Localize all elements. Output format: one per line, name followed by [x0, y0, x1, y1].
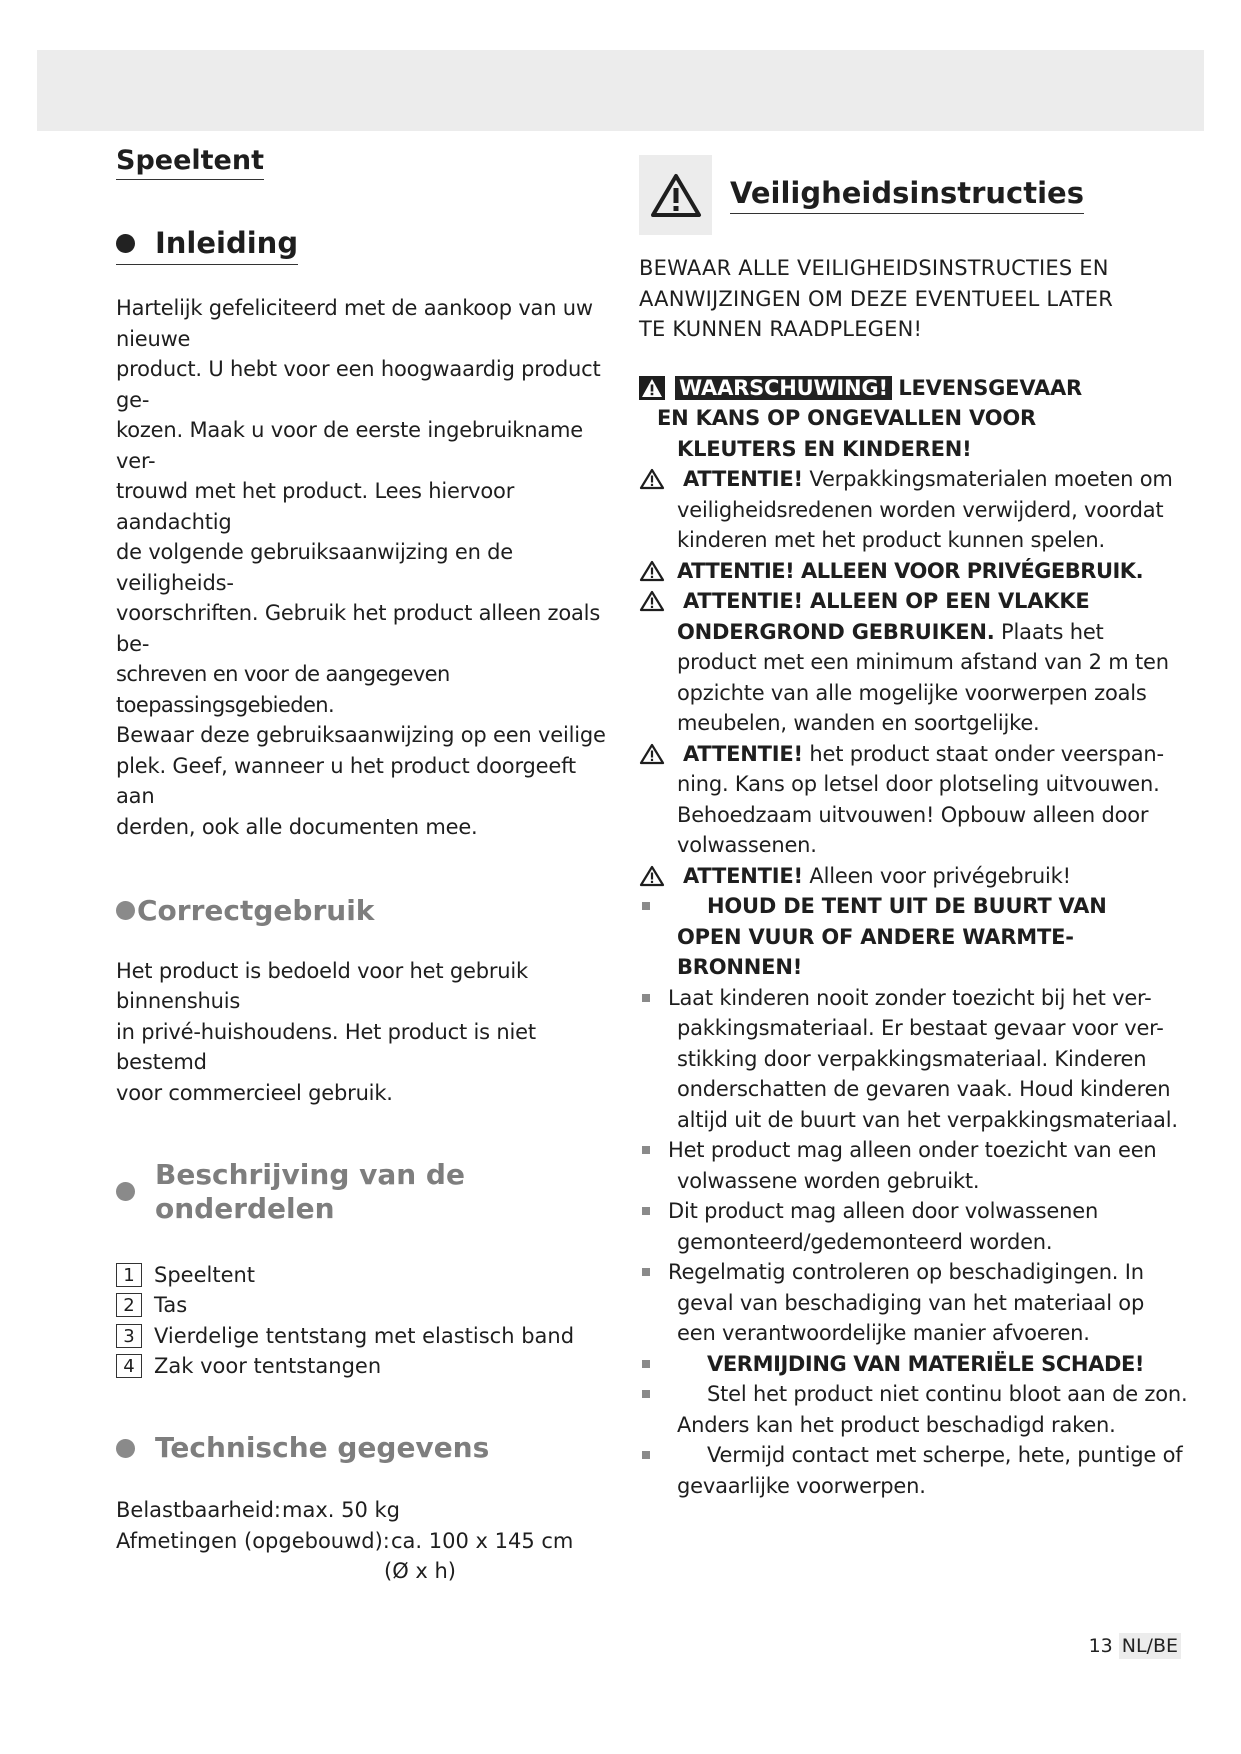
warning-label: WAARSCHUWING! [675, 376, 892, 400]
left-column [116, 145, 616, 1587]
attention-line [639, 830, 1159, 861]
part-number: 2 [116, 1293, 142, 1317]
bullet-text: OPEN VUUR OF ANDERE WARMTE- [677, 924, 1074, 949]
warning-triangle-icon [639, 861, 665, 892]
parts-title-text: Beschrijving van de onderdelen [155, 1158, 465, 1225]
intro-title-text: Inleiding [155, 226, 299, 261]
bullet-text: stikking door verpakkingsmateriaal. Kinderen [677, 1046, 1147, 1071]
warning-triangle-icon [639, 155, 712, 235]
bullet-text: onderschatten de gevaren vaak. Houd kinderen [677, 1077, 1171, 1101]
part-number: 1 [116, 1263, 142, 1287]
correct-use-line: in privé-huishoudens. Het product is niet bestemd [116, 1019, 536, 1075]
bullet-line [639, 1227, 1159, 1258]
section-title-correct-use [116, 894, 616, 928]
bullet-text: geval van beschadiging van het materiaal op [677, 1290, 1145, 1315]
bullet-text: Vermijd contact met scherpe, hete, puntige of [707, 1443, 1183, 1467]
bullet-text: Het product mag alleen onder toezicht van een [668, 1138, 1157, 1162]
intro-line: derden, ook alle documenten mee. [116, 814, 478, 839]
warning-triangle-icon [639, 586, 665, 617]
square-bullet-icon [642, 902, 650, 910]
part-label: Speeltent [154, 1262, 256, 1287]
part-label: Zak voor tentstangen [154, 1354, 382, 1379]
correct-use-title-text: Correctgebruik [137, 894, 375, 928]
bullet-text: een verantwoordelijke manier afvoeren. [677, 1321, 1090, 1345]
section-dot-icon [116, 234, 135, 253]
bullet-text: BRONNEN! [677, 955, 803, 979]
attention-text: Alleen voor privégebruik! [809, 863, 1071, 888]
spec-row-dimensions [116, 1526, 616, 1557]
attention-line [639, 647, 1169, 678]
attention-text: ning. Kans op letsel door plotseling uitvouwen. [677, 772, 1160, 796]
attention-line [639, 495, 1164, 526]
spec-unit: (Ø x h) [384, 1559, 457, 1584]
keep-line: BEWAAR ALLE VEILIGHEIDSINSTRUCTIES EN [639, 256, 1109, 280]
bullet-text: VERMIJDING VAN MATERIËLE SCHADE! [707, 1351, 1145, 1376]
bullet-text: pakkingsmateriaal. Er bestaat gevaar voor ver- [677, 1016, 1164, 1040]
bullet-text: Laat kinderen nooit zonder toezicht bij het ver- [668, 985, 1152, 1010]
bullet-line [639, 1196, 1159, 1227]
list-item [116, 1351, 616, 1382]
intro-line: plek. Geef, wanneer u het product doorgeeft aan [116, 753, 576, 809]
attention-text: het product staat onder veerspan- [809, 741, 1164, 766]
attention-line [639, 800, 1159, 831]
intro-line: de volgende gebruiksaanwijzing en de veiligheids- [116, 540, 513, 595]
bullet-text: volwassene worden gebruikt. [677, 1168, 980, 1193]
square-bullet-icon [642, 1451, 650, 1459]
section-title-intro [116, 226, 298, 265]
attention-label: ATTENTIE! ALLEEN OP EEN VLAKKE [683, 589, 1090, 613]
attention-text: Plaats het [1001, 619, 1104, 644]
bullet-line [639, 1440, 1183, 1471]
safety-title: Veiligheidsinstructies [730, 176, 1084, 215]
bullet-text: Anders kan het product beschadigd raken. [677, 1412, 1116, 1437]
section-dot-icon [116, 901, 135, 920]
bullet-line [639, 1135, 1159, 1166]
part-label: Tas [154, 1293, 188, 1318]
attention-text: product met een minimum afstand van 2 m ten [677, 650, 1169, 674]
warning-filled-icon [639, 373, 665, 404]
attention-line [639, 617, 1159, 648]
tech-specs [116, 1495, 616, 1587]
bullet-line [639, 1074, 1171, 1105]
intro-paragraph [116, 293, 616, 842]
bullet-text: gemonteerd/gedemonteerd worden. [677, 1229, 1053, 1254]
right-column [639, 155, 1188, 1501]
square-bullet-icon [642, 994, 650, 1002]
warning-line [639, 434, 1159, 465]
page-footer [1089, 1633, 1181, 1659]
bullet-line [639, 1410, 1159, 1441]
attention-line [639, 678, 1159, 709]
safety-header [639, 155, 1159, 235]
warning-triangle-icon [639, 464, 665, 495]
bullet-line [639, 983, 1159, 1014]
bullet-line [639, 922, 1159, 953]
warning-line [639, 403, 1159, 434]
parts-list [116, 1259, 616, 1381]
attention-text: kinderen met het product kunnen spelen. [677, 528, 1105, 552]
bullet-text: Dit product mag alleen door volwassenen [668, 1199, 1099, 1223]
part-number: 4 [116, 1354, 142, 1378]
intro-line: product. U hebt voor een hoogwaardig product ge- [116, 357, 601, 412]
attention-line [639, 464, 1173, 495]
intro-line: voorschriften. Gebruik het product alleen zoals be- [116, 601, 601, 656]
attention-text: meubelen, wanden en soortgelijke. [677, 711, 1040, 735]
spec-label: Belastbaarheid: [116, 1498, 282, 1523]
section-title-tech [116, 1431, 616, 1465]
attention-label: ATTENTIE! [683, 467, 803, 491]
language-code: NL/BE [1119, 1633, 1181, 1659]
bullet-text: Stel het product niet continu bloot aan de zon. [707, 1382, 1188, 1406]
intro-line: Bewaar deze gebruiksaanwijzing op een veilige [116, 723, 606, 748]
bullet-line [639, 1379, 1188, 1410]
correct-use-paragraph [116, 956, 616, 1109]
list-item [116, 1259, 616, 1290]
part-number: 3 [116, 1324, 142, 1348]
attention-label: ATTENTIE! ALLEEN VOOR PRIVÉGEBRUIK. [677, 558, 1144, 583]
bullet-line [639, 1105, 1178, 1136]
bullet-line [639, 952, 1159, 983]
bullet-line [639, 1288, 1159, 1319]
square-bullet-icon [642, 1390, 650, 1398]
bullet-line [639, 1318, 1159, 1349]
attention-label: ATTENTIE! [683, 741, 803, 766]
warning-triangle-icon [639, 556, 665, 587]
page-number: 13 [1088, 1635, 1113, 1657]
attention-label: ONDERGROND GEBRUIKEN. [677, 619, 995, 644]
header-band [37, 50, 1204, 131]
document-title: Speeltent [116, 145, 264, 180]
spec-value: max. 50 kg [282, 1498, 400, 1523]
section-dot-icon [116, 1182, 135, 1201]
attention-text: Behoedzaam uitvouwen! Opbouw alleen door [677, 802, 1149, 827]
attention-text: volwassenen. [677, 833, 817, 857]
intro-line: kozen. Maak u voor de eerste ingebruikname ver- [116, 418, 583, 473]
intro-line: schreven en voor de aangegeven toepassingsgebieden. [116, 662, 450, 717]
section-title-parts [116, 1158, 616, 1225]
attention-line [639, 739, 1164, 770]
bullet-line [639, 1013, 1164, 1044]
bullet-line [639, 891, 1159, 922]
bullet-text: altijd uit de buurt van het verpakkingsmateriaal. [677, 1107, 1178, 1132]
attention-line [639, 586, 1159, 617]
correct-use-line: Het product is bedoeld voor het gebruik binnenshuis [116, 958, 528, 1014]
spec-row-unit [116, 1556, 616, 1587]
square-bullet-icon [642, 1146, 650, 1154]
tech-title-text: Technische gegevens [155, 1431, 490, 1465]
attention-line [639, 769, 1159, 800]
keep-instructions [639, 253, 1159, 345]
attention-text: Verpakkingsmaterialen moeten om [809, 467, 1173, 491]
warning-text: KLEUTERS EN KINDEREN! [677, 436, 972, 461]
bullet-text: gevaarlijke voorwerpen. [677, 1473, 926, 1498]
attention-line [639, 708, 1159, 739]
square-bullet-icon [642, 1268, 650, 1276]
section-dot-icon [116, 1439, 135, 1458]
warning-line [639, 373, 1159, 404]
attention-line [639, 556, 1159, 587]
correct-use-line: voor commercieel gebruik. [116, 1080, 393, 1105]
list-item [116, 1290, 616, 1321]
keep-line: AANWIJZINGEN OM DEZE EVENTUEEL LATER [639, 286, 1114, 311]
square-bullet-icon [642, 1207, 650, 1215]
bullet-line [639, 1257, 1159, 1288]
safety-list [639, 373, 1188, 1502]
intro-line: trouwd met het product. Lees hiervoor aandachtig [116, 479, 515, 534]
intro-line: Hartelijk gefeliciteerd met de aankoop van uw nieuwe [116, 296, 593, 351]
bullet-line [639, 1471, 1159, 1502]
attention-text: veiligheidsredenen worden verwijderd, voordat [677, 497, 1164, 522]
warning-text: LEVENSGEVAAR [898, 375, 1083, 400]
part-label: Vierdelige tentstang met elastisch band [154, 1323, 575, 1348]
list-item [116, 1320, 616, 1351]
warning-text: EN KANS OP ONGEVALLEN VOOR [657, 406, 1036, 430]
attention-line [639, 525, 1159, 556]
spec-label: Afmetingen (opgebouwd): [116, 1528, 390, 1553]
warning-triangle-icon [639, 739, 665, 770]
attention-text: opzichte van alle mogelijke voorwerpen zoals [677, 680, 1147, 705]
attention-line [639, 861, 1159, 892]
spec-value: ca. 100 x 145 cm [391, 1528, 574, 1553]
keep-line: TE KUNNEN RAADPLEGEN! [639, 317, 923, 341]
bullet-line [639, 1349, 1159, 1380]
square-bullet-icon [642, 1360, 650, 1368]
bullet-text: HOUD DE TENT UIT DE BUURT VAN [707, 894, 1107, 918]
bullet-line [639, 1166, 1159, 1197]
bullet-text: Regelmatig controleren op beschadigingen. In [668, 1260, 1144, 1284]
spec-row-load [116, 1495, 616, 1526]
bullet-line [639, 1044, 1159, 1075]
attention-label: ATTENTIE! [683, 863, 803, 888]
